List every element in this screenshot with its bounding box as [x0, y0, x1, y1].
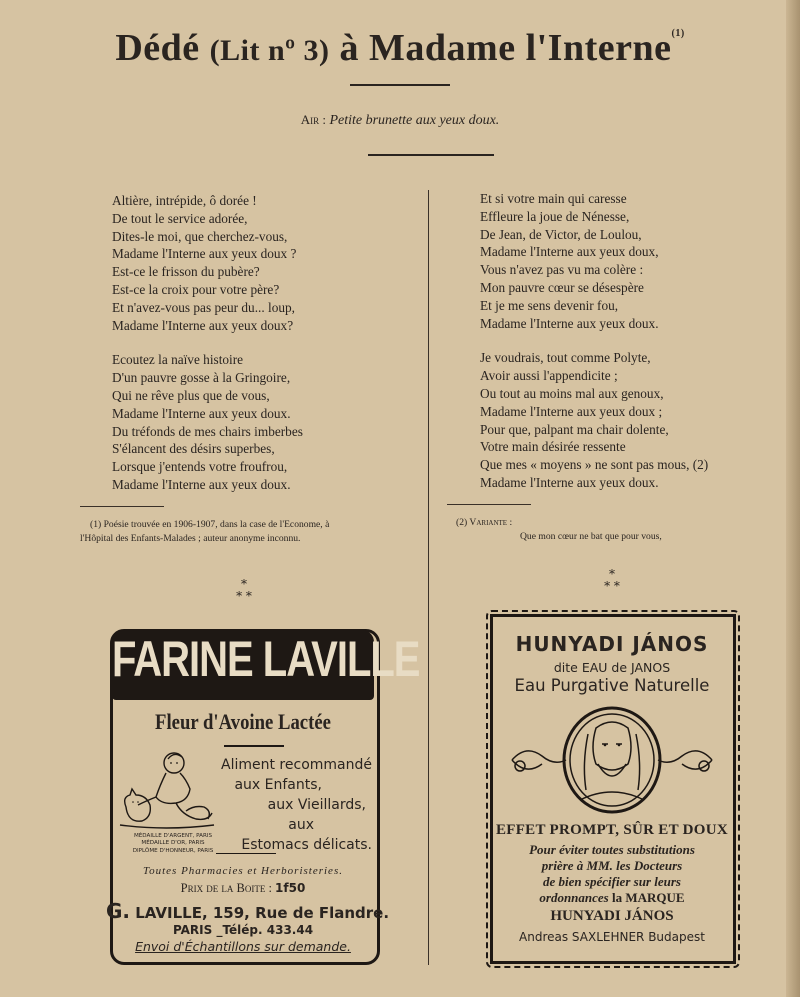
footnote-rule-right [447, 504, 531, 505]
ad-farine-laville [106, 625, 420, 965]
asterism-left: * * * [236, 577, 252, 603]
ad-use-line: Aliment recommandé [221, 757, 372, 773]
verse-line: Effleure la joue de Nénesse, [480, 208, 630, 224]
verse-line: D'un pauvre gosse à la Gringoire, [112, 370, 291, 386]
ad-use-line: aux [288, 817, 314, 833]
stanza-3 [480, 190, 708, 332]
footnote-2-text: Que mon cœur ne bat que pour vous, [520, 531, 662, 542]
ad-use-line: aux Vieillards, [267, 797, 366, 813]
ad-body: Pour éviter toutes substitutions prière à MM. les Docteurs de bien spécifier sur leurs ordonnances la MARQUE [529, 842, 695, 905]
verse-line: Madame l'Interne aux yeux doux. [480, 315, 659, 331]
ad-price-label: Prix de la Boite : [180, 881, 272, 895]
ad-hunyadi-janos [488, 612, 736, 965]
footnote-2 [456, 516, 756, 544]
verse-line: Pour que, palpant ma chair dolente, [480, 421, 669, 437]
verse-line: De Jean, de Victor, de Loulou, [480, 226, 642, 242]
verse-line: Vous n'avez pas vu ma colère : [480, 262, 644, 278]
ad-subtitle: Fleur d'Avoine Lactée [155, 709, 331, 734]
verse-line: S'élancent des désirs superbes, [112, 441, 275, 457]
title-dede: Dédé [115, 27, 200, 69]
verse-line: Mon pauvre cœur se désespère [480, 279, 644, 295]
verse-line: Madame l'Interne aux yeux doux. [480, 474, 659, 490]
verse-line: Votre main désirée ressente [480, 439, 626, 455]
ad-use-line: aux Enfants, [234, 777, 322, 793]
air-line [0, 112, 800, 129]
right-verse-column [480, 190, 708, 509]
ad-telephone: PARIS _Télép. 433.44 [172, 923, 314, 937]
footnote-rule-left [80, 506, 164, 507]
air-tune: Petite brunette aux yeux doux. [329, 113, 500, 128]
verse-line: Est-ce le frisson du pubère? [112, 264, 260, 280]
verse-line: Qui ne rêve plus que de vous, [112, 387, 270, 403]
page-edge [786, 0, 800, 997]
air-rule [368, 154, 494, 156]
verse-line: Du tréfonds de mes chairs imberbes [112, 423, 303, 439]
title-madame: à Madame l'Interne [339, 27, 672, 69]
stanza-2 [112, 351, 303, 493]
ad-price [106, 881, 380, 896]
verse-line: Est-ce la croix pour votre père? [112, 281, 280, 297]
verse-line: Madame l'Interne aux yeux doux, [480, 244, 659, 260]
ad-effect: EFFET PROMPT, SÛR ET DOUX [495, 822, 729, 838]
footnote-2-label: (2) Variante : [456, 517, 513, 528]
poem-title [0, 26, 800, 70]
verse-line: Madame l'Interne aux yeux doux. [112, 476, 291, 492]
ad-banner [112, 630, 420, 700]
ad-use-line: Estomacs délicats. [241, 837, 372, 853]
ad-brand: FARINE LAVILLE [112, 632, 420, 688]
verse-line: Je voudrais, tout comme Polyte, [480, 350, 651, 366]
ad-pharmacies: Toutes Pharmacies et Herboristeries. [143, 865, 343, 877]
column-divider [428, 190, 429, 965]
verse-line: Dites-le moi, que cherchez-vous, [112, 228, 288, 244]
ad-address [106, 899, 390, 923]
verse-line: Et je me sens devenir fou, [480, 297, 619, 313]
footnote-1-line-1: (1) Poésie trouvée en 1906-1907, dans la case de l'Econome, à [90, 519, 330, 530]
ad-divider [224, 745, 284, 747]
ad-maker: Andreas SAXLEHNER Budapest [519, 930, 705, 944]
ad-dite: dite EAU de JANOS [553, 660, 671, 675]
verse-line: Que mes « moyens » ne sont pas mous, (2) [480, 457, 709, 473]
verse-line: Ou tout au moins mal aux genoux, [480, 385, 664, 401]
verse-line: Madame l'Interne aux yeux doux ; [480, 403, 663, 419]
ad-address-initial: G. [106, 899, 131, 923]
portrait-medallion-icon [502, 704, 722, 816]
verse-line: Altière, intrépide, ô dorée ! [112, 193, 257, 208]
asterism-right: * * * [604, 567, 620, 593]
stanza-1 [112, 192, 303, 334]
verse-line: De tout le service adorée, [112, 210, 248, 226]
ad-samples: Envoi d'Échantillons sur demande. [135, 939, 351, 954]
ad-address-text: LAVILLE, 159, Rue de Flandre. [135, 904, 390, 922]
verse-line: Et si votre main qui caresse [480, 191, 627, 206]
stanza-4 [480, 349, 708, 491]
title-bed-number: (Lit nº 3) [209, 34, 330, 67]
verse-line: Et n'avez-vous pas peur du... loup, [112, 299, 295, 315]
title-footnote-mark: (1) [671, 28, 685, 39]
verse-line: Madame l'Interne aux yeux doux ? [112, 246, 297, 262]
verse-line: Madame l'Interne aux yeux doux? [112, 317, 294, 333]
footnote-1-line-2: l'Hôpital des Enfants-Malades ; auteur anonyme inconnu. [80, 533, 301, 544]
ad-medals: MÉDAILLE D'ARGENT, PARIS MÉDAILLE D'OR, PARIS DIPLÔME D'HONNEUR, PARIS [132, 833, 214, 854]
ad-title: HUNYADI JÁNOS [515, 632, 709, 656]
verse-line: Lorsque j'entends votre froufrou, [112, 459, 288, 475]
verse-line: Avoir aussi l'appendicite ; [480, 368, 618, 384]
ad-divider-2 [216, 853, 276, 854]
footnote-1 [80, 518, 412, 546]
air-label: Air : [300, 112, 326, 127]
ad-name: HUNYADI JÁNOS [550, 908, 674, 924]
left-verse-column [112, 192, 303, 511]
ad-price-value: 1f50 [275, 881, 306, 895]
verse-line: Madame l'Interne aux yeux doux. [112, 405, 291, 421]
ad-eau: Eau Purgative Naturelle [514, 676, 710, 695]
verse-line: Ecoutez la naïve histoire [112, 352, 244, 368]
title-rule [350, 84, 450, 86]
